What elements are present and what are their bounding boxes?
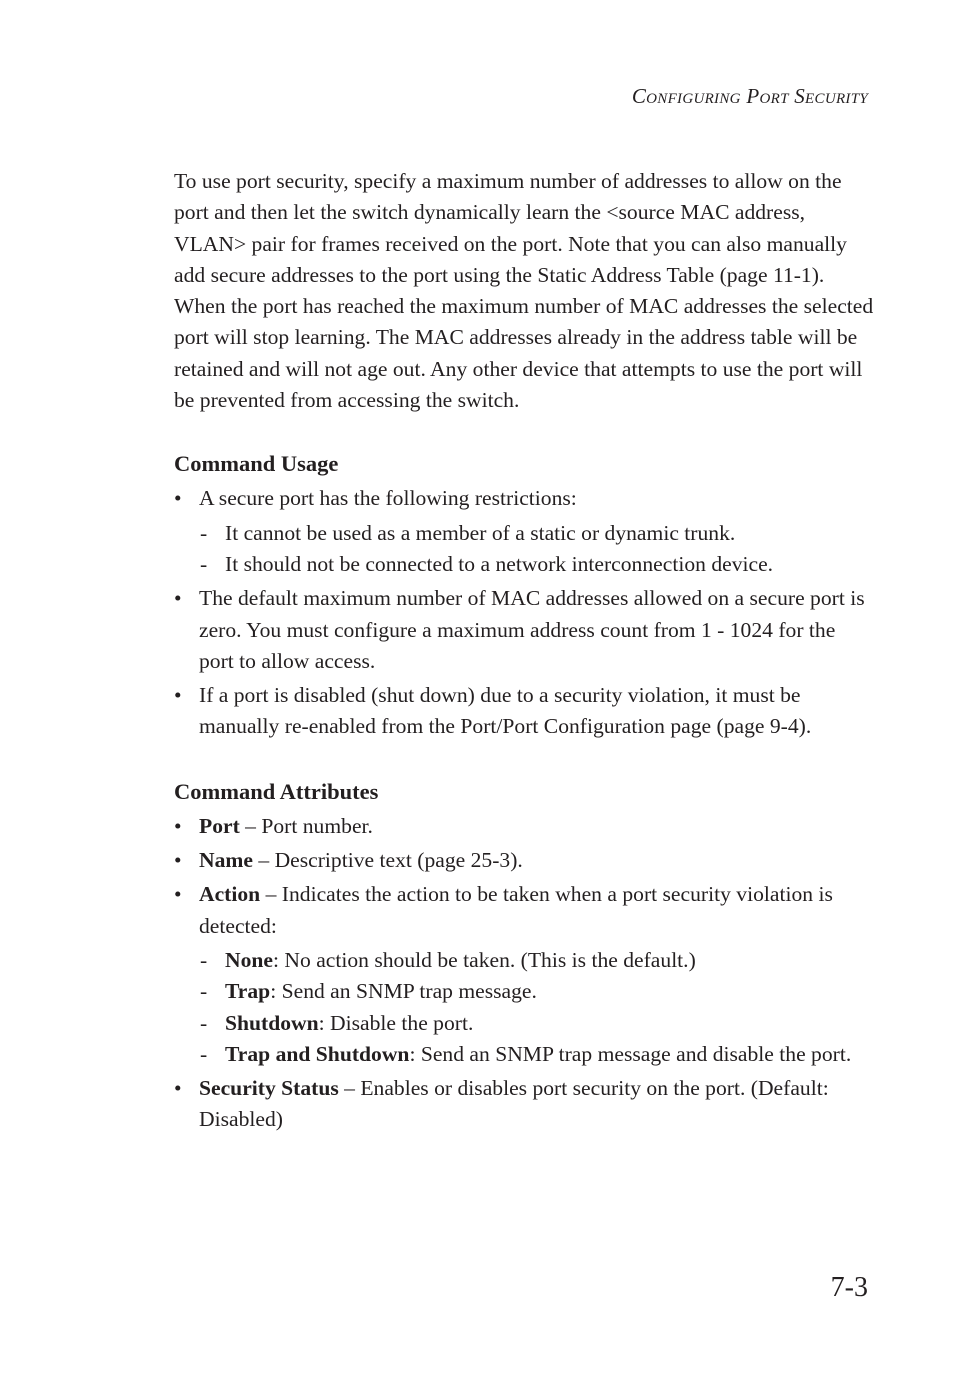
page-content	[174, 166, 874, 1136]
option-desc: : Disable the port.	[318, 1010, 474, 1035]
attribute-item-security-status	[174, 1073, 874, 1136]
attribute-desc: – Descriptive text (page 25-3).	[252, 848, 523, 873]
option-term: Trap and Shutdown	[225, 1041, 410, 1066]
option-term: Trap	[225, 979, 271, 1004]
command-attributes-list	[174, 811, 874, 1136]
attribute-term: Security Status	[199, 1076, 339, 1101]
command-attributes-heading: Command Attributes	[174, 778, 379, 804]
option-term: Shutdown	[225, 1010, 319, 1035]
list-item	[174, 483, 874, 580]
list-item	[174, 680, 874, 743]
option-desc: : Send an SNMP trap message.	[270, 979, 537, 1004]
command-usage-list	[174, 483, 874, 742]
command-usage-heading: Command Usage	[174, 451, 339, 477]
attribute-desc: – Port number.	[239, 813, 373, 838]
option-desc: : No action should be taken. (This is the default.)	[273, 947, 696, 972]
list-item-text: The default maximum number of MAC addresses allowed on a secure port is zero. You must configure a maximum address count from 1 - 1024 for the port to allow access.	[199, 586, 865, 673]
attribute-desc: – Enables or disables port security on the port. (Default: Disabled)	[199, 1076, 829, 1132]
page-number: 7-3	[830, 1272, 868, 1303]
option-term: None	[225, 947, 273, 972]
attribute-item-name	[174, 845, 874, 876]
intro-paragraph: To use port security, specify a maximum number of addresses to allow on the port and then let the switch dynamically learn the <source MAC address, VLAN> pair for frames received on the port. Note that you can also manually add secure addresses to the port using the Static Address Table (page 11-1). When the port has reached the maximum number of MAC addresses the selected port will stop learning. The MAC addresses already in the address table will be retained and will not age out. Any other device that attempts to use the port will be prevented from accessing the switch.	[174, 169, 874, 413]
action-option-none	[199, 945, 874, 976]
action-option-trap-and-shutdown	[199, 1039, 874, 1070]
list-item-text: A secure port has the following restrictions:	[199, 486, 577, 511]
running-header: Configuring Port Security	[631, 84, 868, 108]
attribute-term: Action	[199, 882, 261, 907]
option-desc: : Send an SNMP trap message and disable the port.	[409, 1041, 852, 1066]
attribute-item-action	[174, 879, 874, 1070]
list-item-text: If a port is disabled (shut down) due to a security violation, it must be manually re-enabled from the Port/Port Configuration page (page 9-4).	[199, 683, 812, 739]
attribute-item-port	[174, 811, 874, 842]
sublist-item: - It should not be connected to a network interconnection device.	[199, 549, 874, 580]
action-option-shutdown	[199, 1008, 874, 1039]
attribute-desc: – Indicates the action to be taken when a port security violation is detected:	[199, 882, 833, 938]
attribute-term: Port	[199, 813, 240, 838]
action-options-sublist	[199, 945, 874, 1070]
restrictions-sublist	[199, 518, 874, 581]
action-option-trap	[199, 976, 874, 1007]
attribute-term: Name	[199, 848, 253, 873]
list-item	[174, 583, 874, 677]
sublist-item: - It cannot be used as a member of a static or dynamic trunk.	[199, 518, 874, 549]
